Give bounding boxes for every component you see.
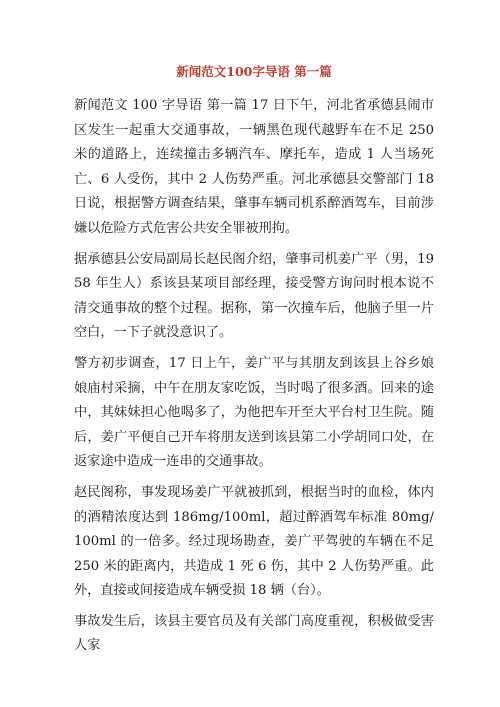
document-page [74, 62, 434, 665]
paragraph-1: 新闻范文 100 字导语 第一篇 17 日下午，河北省承德县闹市区发生一起重大交通事故，一辆黑色现代越野车在不足 250 米的道路上，连续撞击多辆汽车、摩托车，造成 1 人当场死亡、6 人受伤，其中 2 人伤势严重。河北承德县交警部门 18 日说，根据警方调查结果，肇事车辆司机系醉酒驾车，目前涉嫌以危险方式危害公共安全罪被刑拘。 [74, 98, 434, 236]
paragraph-2: 据承德县公安局副局长赵民阁介绍，肇事司机姜广平（男，1958 年生人）系该县某项目部经理，接受警方询问时根本说不清交通事故的整个过程。据称，第一次撞车后，他脑子里一片空白，一下子就没意识了。 [74, 251, 434, 341]
paragraph-5: 事故发生后，该县主要官员及有关部门高度重视，积极做受害人家 [74, 613, 434, 654]
document-title: 新闻范文100字导语 第一篇 [176, 64, 332, 79]
paragraph-4: 赵民阁称，事发现场姜广平就被抓到，根据当时的血检，体内的酒精浓度达到 186mg/100ml，超过醉酒驾车标准 80mg/100ml 的一倍多。经过现场勘查，姜广平驾驶的车辆在不足 250 米的距离内，共造成 1 死 6 伤，其中 2 人伤势严重。此外，直接或间接造成车辆受损 18 辆（台）。 [74, 484, 434, 599]
paragraph-3: 警方初步调查，17 日上午，姜广平与其朋友到该县上谷乡娘娘庙村采摘，中午在朋友家吃饭，当时喝了很多酒。回来的途中，其妹妹担心他喝多了，为他把车开至大平台村卫生院。随后，姜广平便自己开车将朋友送到该县第二小学胡同口处，在返家途中造成一连串的交通事故。 [74, 355, 434, 470]
